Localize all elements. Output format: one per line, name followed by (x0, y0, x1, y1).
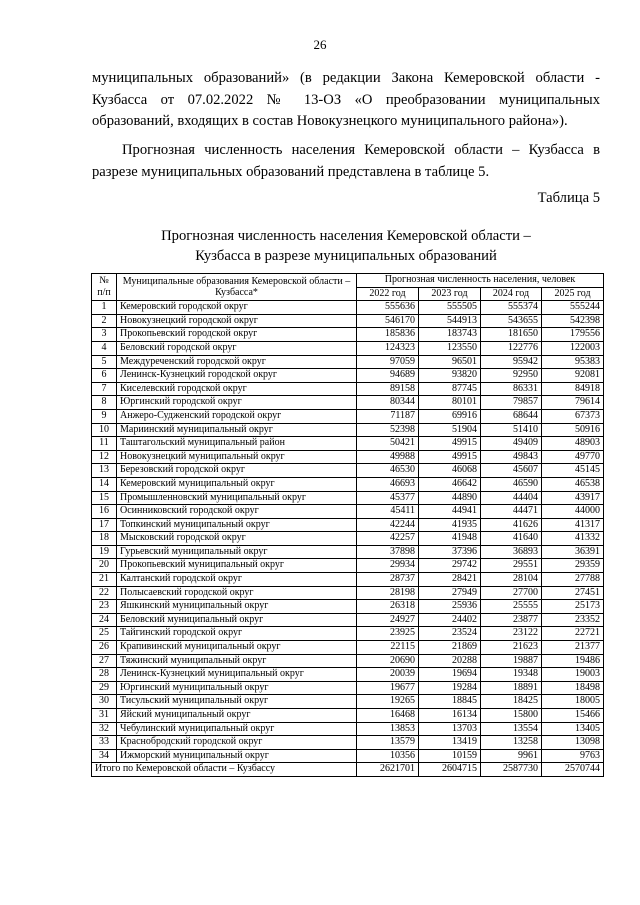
table-row (92, 477, 604, 491)
municipality-name: Юргинский муниципальный округ (117, 681, 357, 695)
population-value: 41626 (481, 518, 542, 532)
population-value: 46693 (357, 477, 419, 491)
population-value: 46068 (419, 464, 481, 478)
table-row (92, 668, 604, 682)
population-value: 18845 (419, 695, 481, 709)
population-value: 543655 (481, 314, 542, 328)
table-row (92, 396, 604, 410)
population-value: 24402 (419, 613, 481, 627)
table-row (92, 301, 604, 315)
row-number: 18 (92, 532, 117, 546)
population-value: 29551 (481, 559, 542, 573)
population-value: 19486 (542, 654, 604, 668)
table-row (92, 464, 604, 478)
row-number: 11 (92, 437, 117, 451)
table-row (92, 518, 604, 532)
population-value: 29359 (542, 559, 604, 573)
row-number: 5 (92, 355, 117, 369)
population-value: 44404 (481, 491, 542, 505)
population-value: 41935 (419, 518, 481, 532)
population-value: 25555 (481, 600, 542, 614)
header-number-line2: п/п (97, 287, 111, 299)
table-row (92, 559, 604, 573)
population-value: 19694 (419, 668, 481, 682)
population-value: 19265 (357, 695, 419, 709)
population-value: 21869 (419, 641, 481, 655)
population-value: 51904 (419, 423, 481, 437)
population-value: 19003 (542, 668, 604, 682)
municipality-name: Кемеровский муниципальный округ (117, 477, 357, 491)
total-row (92, 763, 604, 777)
population-value: 79857 (481, 396, 542, 410)
table-label: Таблица 5 (537, 190, 600, 206)
population-value: 44471 (481, 505, 542, 519)
row-number: 12 (92, 450, 117, 464)
population-value: 13405 (542, 722, 604, 736)
population-value: 45145 (542, 464, 604, 478)
table-row (92, 627, 604, 641)
population-value: 23122 (481, 627, 542, 641)
municipality-name: Новокузнецкий муниципальный округ (117, 450, 357, 464)
table-row (92, 437, 604, 451)
municipality-name: Беловский городской округ (117, 341, 357, 355)
population-value: 92081 (542, 369, 604, 383)
population-value: 29934 (357, 559, 419, 573)
municipality-name: Междуреченский городской округ (117, 355, 357, 369)
row-number: 13 (92, 464, 117, 478)
population-value: 97059 (357, 355, 419, 369)
municipality-name: Березовский городской округ (117, 464, 357, 478)
row-number: 31 (92, 709, 117, 723)
population-value: 43917 (542, 491, 604, 505)
population-value: 52398 (357, 423, 419, 437)
population-value: 36893 (481, 545, 542, 559)
population-value: 185836 (357, 328, 419, 342)
row-number: 8 (92, 396, 117, 410)
population-value: 46590 (481, 477, 542, 491)
population-value: 179556 (542, 328, 604, 342)
population-value: 51410 (481, 423, 542, 437)
table-row (92, 681, 604, 695)
population-value: 71187 (357, 409, 419, 423)
municipality-name: Крапивинский муниципальный округ (117, 641, 357, 655)
municipality-name: Ленинск-Кузнецкий городской округ (117, 369, 357, 383)
population-value: 46538 (542, 477, 604, 491)
population-value: 9763 (542, 749, 604, 763)
table-row (92, 314, 604, 328)
population-value: 555244 (542, 301, 604, 315)
population-value: 95383 (542, 355, 604, 369)
row-number: 22 (92, 586, 117, 600)
row-number: 10 (92, 423, 117, 437)
population-value: 45377 (357, 491, 419, 505)
population-value: 19348 (481, 668, 542, 682)
row-number: 9 (92, 409, 117, 423)
municipality-name: Яйский муниципальный округ (117, 709, 357, 723)
population-value: 123550 (419, 341, 481, 355)
header-forecast: Прогнозная численность населения, человек (357, 274, 604, 288)
population-value: 95942 (481, 355, 542, 369)
population-value: 25936 (419, 600, 481, 614)
population-value: 13554 (481, 722, 542, 736)
population-value: 49770 (542, 450, 604, 464)
municipality-name: Тисульский муниципальный округ (117, 695, 357, 709)
header-number (92, 274, 117, 301)
header-number-line1: № (99, 274, 109, 286)
population-value: 46642 (419, 477, 481, 491)
population-value: 50421 (357, 437, 419, 451)
table-row (92, 382, 604, 396)
table-row (92, 586, 604, 600)
population-value: 36391 (542, 545, 604, 559)
table-row (92, 613, 604, 627)
population-value: 13703 (419, 722, 481, 736)
population-value: 23352 (542, 613, 604, 627)
population-value: 20039 (357, 668, 419, 682)
population-value: 555505 (419, 301, 481, 315)
row-number: 6 (92, 369, 117, 383)
municipality-name: Таштагольский муниципальный район (117, 437, 357, 451)
row-number: 2 (92, 314, 117, 328)
population-value: 80101 (419, 396, 481, 410)
population-value: 555636 (357, 301, 419, 315)
table-title-line1: Прогнозная численность населения Кемеровской области – (161, 228, 531, 244)
row-number: 20 (92, 559, 117, 573)
row-number: 33 (92, 736, 117, 750)
total-value: 2621701 (357, 763, 419, 777)
population-value: 94689 (357, 369, 419, 383)
population-value: 41317 (542, 518, 604, 532)
population-value: 20288 (419, 654, 481, 668)
row-number: 15 (92, 491, 117, 505)
municipality-name: Осинниковский городской округ (117, 505, 357, 519)
population-value: 87745 (419, 382, 481, 396)
population-value: 19677 (357, 681, 419, 695)
row-number: 24 (92, 613, 117, 627)
population-value: 67373 (542, 409, 604, 423)
population-value: 22721 (542, 627, 604, 641)
header-year: 2022 год (357, 287, 419, 301)
population-value: 29742 (419, 559, 481, 573)
header-year: 2024 год (481, 287, 542, 301)
table-row (92, 600, 604, 614)
table-row (92, 409, 604, 423)
population-value: 19284 (419, 681, 481, 695)
population-value: 10356 (357, 749, 419, 763)
population-value: 15800 (481, 709, 542, 723)
row-number: 27 (92, 654, 117, 668)
total-value: 2570744 (542, 763, 604, 777)
population-value: 49915 (419, 450, 481, 464)
table-row (92, 328, 604, 342)
population-value: 41640 (481, 532, 542, 546)
population-value: 18425 (481, 695, 542, 709)
population-value: 13579 (357, 736, 419, 750)
population-value: 15466 (542, 709, 604, 723)
population-value: 9961 (481, 749, 542, 763)
population-value: 28104 (481, 573, 542, 587)
municipality-name: Полысаевский городской округ (117, 586, 357, 600)
municipality-name: Прокопьевский муниципальный округ (117, 559, 357, 573)
row-number: 21 (92, 573, 117, 587)
table-row (92, 532, 604, 546)
population-value: 27700 (481, 586, 542, 600)
population-value: 28198 (357, 586, 419, 600)
population-value: 26318 (357, 600, 419, 614)
municipality-name: Беловский муниципальный округ (117, 613, 357, 627)
page-number: 26 (313, 37, 327, 52)
population-value: 23925 (357, 627, 419, 641)
population-value: 22115 (357, 641, 419, 655)
row-number: 29 (92, 681, 117, 695)
row-number: 23 (92, 600, 117, 614)
municipality-name: Чебулинский муниципальный округ (117, 722, 357, 736)
population-value: 49988 (357, 450, 419, 464)
municipality-name: Анжеро-Судженский городской округ (117, 409, 357, 423)
population-value: 555374 (481, 301, 542, 315)
population-value: 27788 (542, 573, 604, 587)
row-number: 32 (92, 722, 117, 736)
population-value: 23877 (481, 613, 542, 627)
municipality-name: Ижморский муниципальный округ (117, 749, 357, 763)
population-value: 41332 (542, 532, 604, 546)
population-value: 21623 (481, 641, 542, 655)
population-value: 181650 (481, 328, 542, 342)
table-row (92, 450, 604, 464)
total-label: Итого по Кемеровской области – Кузбассу (92, 763, 357, 777)
population-value: 122776 (481, 341, 542, 355)
population-value: 20690 (357, 654, 419, 668)
population-value: 24927 (357, 613, 419, 627)
population-value: 23524 (419, 627, 481, 641)
population-value: 48903 (542, 437, 604, 451)
row-number: 28 (92, 668, 117, 682)
population-value: 92950 (481, 369, 542, 383)
table-row (92, 355, 604, 369)
row-number: 34 (92, 749, 117, 763)
population-value: 69916 (419, 409, 481, 423)
total-value: 2604715 (419, 763, 481, 777)
row-number: 3 (92, 328, 117, 342)
municipality-name: Калтанский городской округ (117, 573, 357, 587)
table-row (92, 505, 604, 519)
population-value: 79614 (542, 396, 604, 410)
population-value: 49915 (419, 437, 481, 451)
row-number: 25 (92, 627, 117, 641)
population-value: 27949 (419, 586, 481, 600)
municipality-name: Тайгинский городской округ (117, 627, 357, 641)
population-value: 122003 (542, 341, 604, 355)
row-number: 26 (92, 641, 117, 655)
municipality-name: Кемеровский городской округ (117, 301, 357, 315)
table-row (92, 545, 604, 559)
row-number: 7 (92, 382, 117, 396)
population-value: 28421 (419, 573, 481, 587)
row-number: 1 (92, 301, 117, 315)
table-row (92, 722, 604, 736)
population-value: 42257 (357, 532, 419, 546)
municipality-name: Юргинский городской округ (117, 396, 357, 410)
municipality-name: Краснобродский городской округ (117, 736, 357, 750)
population-value: 93820 (419, 369, 481, 383)
header-municipality: Муниципальные образования Кемеровской области – Кузбасса* (117, 274, 357, 301)
municipality-name: Мариинский муниципальный округ (117, 423, 357, 437)
population-value: 37898 (357, 545, 419, 559)
table-row (92, 341, 604, 355)
row-number: 30 (92, 695, 117, 709)
population-value: 46530 (357, 464, 419, 478)
table-row (92, 709, 604, 723)
population-value: 124323 (357, 341, 419, 355)
municipality-name: Мысковский городской округ (117, 532, 357, 546)
population-value: 45411 (357, 505, 419, 519)
municipality-name: Гурьевский муниципальный округ (117, 545, 357, 559)
row-number: 17 (92, 518, 117, 532)
population-value: 13419 (419, 736, 481, 750)
population-value: 50916 (542, 423, 604, 437)
population-value: 13258 (481, 736, 542, 750)
population-value: 18891 (481, 681, 542, 695)
population-value: 68644 (481, 409, 542, 423)
population-value: 28737 (357, 573, 419, 587)
paragraph-table-intro: Прогнозная численность населения Кемеровской области – Кузбасса в разрезе муниципальных образований представлена в таблице 5. (92, 142, 600, 180)
table-title-line2: Кузбасса в разрезе муниципальных образований (195, 248, 497, 264)
population-value: 37396 (419, 545, 481, 559)
total-value: 2587730 (481, 763, 542, 777)
municipality-name: Новокузнецкий городской округ (117, 314, 357, 328)
municipality-name: Прокопьевский городской округ (117, 328, 357, 342)
table-row (92, 654, 604, 668)
population-value: 18005 (542, 695, 604, 709)
population-value: 13098 (542, 736, 604, 750)
row-number: 14 (92, 477, 117, 491)
table-row (92, 736, 604, 750)
population-value: 44000 (542, 505, 604, 519)
municipality-name: Яшкинский муниципальный округ (117, 600, 357, 614)
population-forecast-table (91, 273, 604, 777)
table-row (92, 573, 604, 587)
row-number: 4 (92, 341, 117, 355)
population-value: 96501 (419, 355, 481, 369)
table-row (92, 491, 604, 505)
population-value: 542398 (542, 314, 604, 328)
table-row (92, 423, 604, 437)
table-title (92, 226, 600, 266)
population-value: 41948 (419, 532, 481, 546)
municipality-name: Топкинский муниципальный округ (117, 518, 357, 532)
header-year: 2025 год (542, 287, 604, 301)
population-value: 89158 (357, 382, 419, 396)
table-row (92, 641, 604, 655)
population-value: 546170 (357, 314, 419, 328)
population-value: 45607 (481, 464, 542, 478)
municipality-name: Ленинск-Кузнецкий муниципальный округ (117, 668, 357, 682)
population-value: 10159 (419, 749, 481, 763)
population-value: 19887 (481, 654, 542, 668)
population-value: 84918 (542, 382, 604, 396)
row-number: 19 (92, 545, 117, 559)
population-value: 16134 (419, 709, 481, 723)
population-value: 27451 (542, 586, 604, 600)
municipality-name: Киселевский городской округ (117, 382, 357, 396)
population-value: 544913 (419, 314, 481, 328)
population-value: 183743 (419, 328, 481, 342)
population-value: 21377 (542, 641, 604, 655)
population-value: 16468 (357, 709, 419, 723)
table-row (92, 369, 604, 383)
population-value: 25173 (542, 600, 604, 614)
municipality-name: Промышленновский муниципальный округ (117, 491, 357, 505)
population-value: 42244 (357, 518, 419, 532)
population-value: 80344 (357, 396, 419, 410)
population-value: 18498 (542, 681, 604, 695)
row-number: 16 (92, 505, 117, 519)
header-year: 2023 год (419, 287, 481, 301)
population-value: 44890 (419, 491, 481, 505)
population-value: 86331 (481, 382, 542, 396)
table-row (92, 749, 604, 763)
population-value: 44941 (419, 505, 481, 519)
paragraph-law-reference: муниципальных образований» (в редакции Закона Кемеровской области - Кузбасса от 07.02.2022 № 13-ОЗ «О преобразовании муниципальных образований, входящих в состав Новокузнецкого муниципального района»). (92, 70, 600, 129)
population-value: 49409 (481, 437, 542, 451)
population-value: 13853 (357, 722, 419, 736)
municipality-name: Тяжинский муниципальный округ (117, 654, 357, 668)
table-row (92, 695, 604, 709)
population-value: 49843 (481, 450, 542, 464)
